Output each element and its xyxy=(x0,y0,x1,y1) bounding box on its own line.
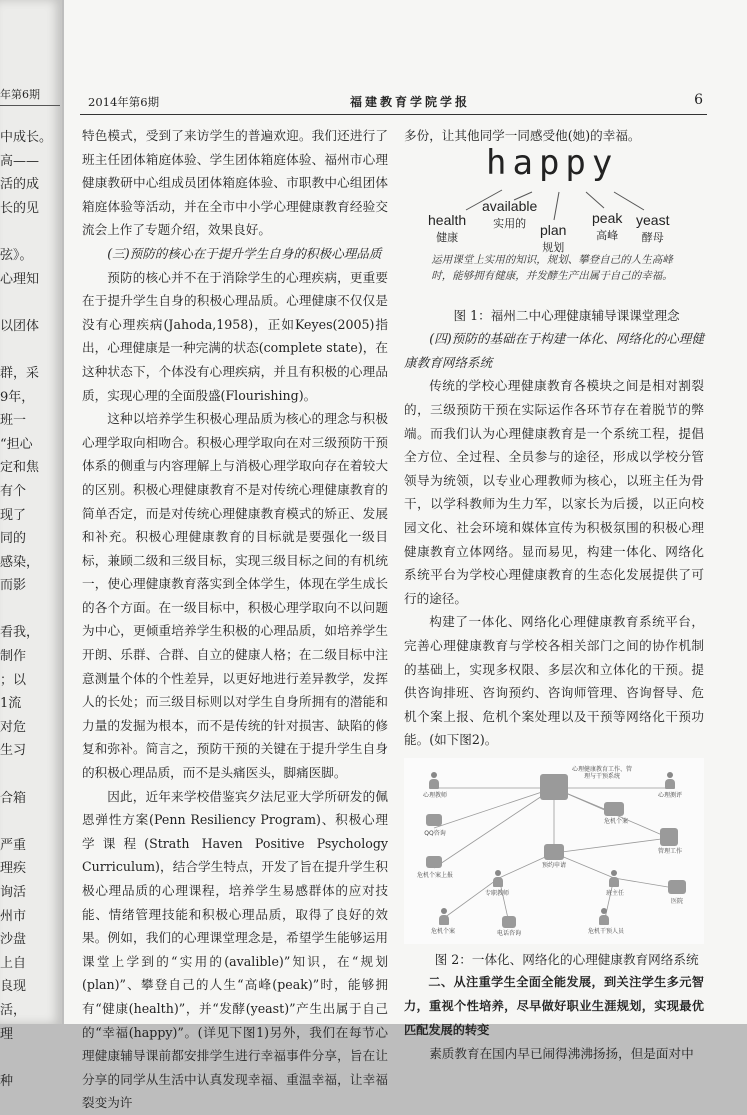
previous-page-line: 班一 xyxy=(0,413,27,429)
computer-icon xyxy=(544,844,564,860)
previous-page-line xyxy=(0,1046,62,1070)
previous-page-line: 活， xyxy=(0,1002,27,1018)
previous-page-line: 询活 xyxy=(0,885,27,900)
previous-page-line: 长的见 xyxy=(0,200,40,216)
previous-page-line: 理疾 xyxy=(0,861,27,877)
figure-2-network-diagram xyxy=(404,758,704,944)
previous-page-line xyxy=(0,763,62,787)
previous-page-line: “担心 xyxy=(0,436,33,452)
previous-page-line: 以团体 xyxy=(0,318,40,334)
previous-page-line: 良现 xyxy=(0,979,27,995)
figure-1-caption: 图 1：福州二中心理健康辅导课课堂理念 xyxy=(453,307,680,323)
node-label: QQ咨询 xyxy=(424,829,446,837)
previous-page-line: 1流 xyxy=(0,696,22,712)
node-label: 危机个案 xyxy=(603,817,628,825)
page-number: 6 xyxy=(694,92,703,108)
previous-page-text xyxy=(0,126,62,1093)
node-label: 预约申请 xyxy=(541,861,566,869)
previous-page-line: ；以 xyxy=(0,672,27,688)
previous-page-line: 高—— xyxy=(0,153,40,169)
node-label: 专职教师 xyxy=(484,889,509,897)
previous-page-line: 理 xyxy=(0,1026,14,1042)
person-icon xyxy=(438,908,450,926)
previous-page-line: 严重 xyxy=(0,837,27,853)
node-label: 班主任 xyxy=(605,889,624,897)
previous-page-line: 有个 xyxy=(0,483,27,499)
node-label: 危机干预人员 xyxy=(587,927,624,935)
running-header xyxy=(80,92,707,115)
left-column xyxy=(82,124,388,1115)
previous-page-line: 上自 xyxy=(0,955,27,971)
person-icon xyxy=(608,870,620,888)
person-icon xyxy=(598,908,610,926)
node-label: 医院 xyxy=(670,897,683,905)
previous-page-line: 现了 xyxy=(0,507,27,523)
person-icon xyxy=(428,772,440,790)
computer-icon xyxy=(426,856,442,868)
paragraph: 素质教育在国内早已闹得沸沸扬扬，但是面对中 xyxy=(429,1046,694,1062)
hospital-icon xyxy=(668,880,686,894)
journal-title: 福建教育学院学报 xyxy=(350,95,471,109)
server-icon xyxy=(540,774,568,800)
node-label: 电话咨询 xyxy=(496,929,521,937)
section-heading: (四)预防的基础在于构建一体化、网络化的心理健康教育网络系统 xyxy=(404,331,704,370)
previous-page-line: 感染， xyxy=(0,554,40,570)
node-label: 心理教师 xyxy=(422,791,447,799)
previous-page-line: 心理知 xyxy=(0,271,40,287)
journal-page xyxy=(64,0,747,1111)
previous-page-line xyxy=(0,338,62,362)
previous-page-line: 同的 xyxy=(0,531,27,547)
figure-1-happy-diagram xyxy=(404,142,704,304)
figure-1-note: 运用课堂上实用的知识，规划、攀登自己的人生高峰时，能够拥有健康，并发酵生产出属于自己的幸福。 xyxy=(431,253,673,282)
previous-page-line: 沙盘 xyxy=(0,932,27,948)
figure-2-caption: 图 2：一体化、网络化的心理健康教育网络系统 xyxy=(434,951,699,967)
previous-page-line: 看我， xyxy=(0,625,40,641)
computer-icon xyxy=(426,814,442,826)
person-icon xyxy=(664,772,676,790)
paragraph: 传统的学校心理健康教育各模块之间是相对割裂的，三级预防干预在实际运作各环节存在着脱节的弊端。而我们认为心理健康教育是一个系统工程，提倡全方位、全过程、全员参与的途径，形成以学校分管领导为统领，以专业心理教师为核心，以班主任为骨干，以学科教师为生力军，以家长为后援，以正向校园文化、社会环境和媒体宣传为积极氛围的积极心理健康教育立体网络。显而易见，构建一体化、网络化系统平台为学校心理健康教育的生态化发展提供了可行的途径。 xyxy=(404,378,704,606)
previous-page-line xyxy=(0,810,62,834)
previous-page-line: 对危 xyxy=(0,719,27,735)
section-heading: (三)预防的核心在于提升学生自身的积极心理品质 xyxy=(107,245,382,261)
previous-page-edge xyxy=(0,0,62,1089)
node-label: 心理测评 xyxy=(657,791,682,799)
label-yeast: yeast 酵母 xyxy=(636,211,670,244)
previous-page-line: 活的成 xyxy=(0,177,40,193)
case-box-icon xyxy=(604,802,624,816)
label-health: health 健康 xyxy=(428,211,467,244)
previous-page-line: 群，采 xyxy=(0,365,40,381)
previous-page-line: 中成长。 xyxy=(0,130,53,145)
previous-page-line xyxy=(0,598,62,622)
label-available: available 实用的 xyxy=(482,197,538,230)
paragraph: 多份，让其他同学一同感受他(她)的幸福。 xyxy=(404,128,641,143)
system-center-label: 心理健康教育工作、管理与干预系统 xyxy=(572,765,633,780)
issue-label: 2014年第6期 xyxy=(88,95,160,109)
label-plan: plan 规划 xyxy=(540,221,567,254)
label-peak: peak 高峰 xyxy=(592,209,623,242)
node-label: 管理工作 xyxy=(657,847,682,855)
person-icon xyxy=(492,870,504,888)
previous-page-line: 9年， xyxy=(0,389,35,405)
previous-page-header: 年第6期 xyxy=(0,86,60,106)
previous-page-line: 弦》。 xyxy=(0,247,33,263)
section-heading: 二、从注重学生全面全能发展，到关注学生多元智力，重视个性培养，尽早做好职业生涯规划，实现最优匹配发展的转变 xyxy=(404,975,704,1037)
building-icon xyxy=(660,828,678,846)
previous-page-line: 制作 xyxy=(0,649,27,665)
paragraph: 构建了一体化、网络化心理健康教育系统平台，完善心理健康教育与学校各相关部门之间的协作机制的基础上，实现多权限、多层次和立体化的干预。提供咨询排班、咨询预约、咨询师管理、咨询督导、危机个案上报、危机个案处理以及干预等网络化干预功能。(如下图2)。 xyxy=(404,614,704,748)
paragraph: 这种以培养学生积极心理品质为核心的理念与积极心理学取向相吻合。积极心理学取向在对三级预防干预体系的侧重与内容理解上与消极心理学取向存在着较大的区别。积极心理健康教育不是对传统心理健康教育的简单否定，而是对传统心理健康教育模式的矫正、发展和补充。积极心理健康教育的目标就是要强化一级目标，兼顾二级和三级目标，实现三级目标之间的有机统一，使心理健康教育落实到全体学生，体现在学生成长的各个方面。在一级目标中，积极心理学取向不以问题为中心，更倾重培养学生积极的心理品质，如培养学生开朗、乐群、合群、自立的健康人格；在二级目标中注意测量个体的个性差异，以更好地进行差异教学，发挥人的长处；而三级目标则以对学生自身所拥有的潜能和力量的发掘为根本，而不是传统的针对损害、缺陷的修复和弥补。简言之，预防干预的关键在于提升学生自身的积极心理品质，而不是头痛医头，脚痛医脚。 xyxy=(82,411,388,781)
previous-page-line: 种 xyxy=(0,1073,14,1089)
paragraph: 因此，近年来学校借鉴宾夕法尼亚大学所研发的佩恩弹性方案(Penn Resiliency Program)、积极心理学课程(Strath Haven Positive Psychology Curriculum)，结合学生特点，开发了旨在提升学生积极心理品质的心理课程，培养学生易感群体的应对技能、情绪管理技能和积极心理品质，取得了良好的效果。例如，我们的心理课堂理念是，希望学生能够运用课堂上学到的“实用的(avalible)”知识，在“规划(plan)”、攀登自己的人生“高峰(peak)”时，能够拥有“健康(health)”，并“发酵(yeast)”产生出属于自己的“幸福(happy)”。(详见下图1)另外，我们在每节心理健康辅导课前都安排学生进行幸福事件分享，旨在让分享的同学从生活中认真发现幸福、重温幸福，让幸福裂变为许 xyxy=(82,788,388,1111)
paragraph: 预防的核心并不在于消除学生的心理疾病，更重要在于提升学生自身的积极心理品质。心理健康不仅仅是没有心理疾病(Jahoda,1958)，正如Keyes(2005)指出，心理健康是一种完满的状态(complete state)，在这种状态下，个体没有心理疾病，并且有积极的心理品质，实现心理的全面殷盛(Flourishing)。 xyxy=(82,269,388,403)
previous-page-line: 州市 xyxy=(0,908,27,924)
previous-page-line: 生习 xyxy=(0,743,27,759)
happy-word: happy xyxy=(486,142,619,183)
previous-page-line: 合箱 xyxy=(0,790,27,806)
paragraph: 特色模式，受到了来访学生的普遍欢迎。我们还进行了班主任团体箱庭体验、学生团体箱庭体验、福州市心理健康教研中心组成员团体箱庭体验、市职教中心组团体箱庭体验等活动，并在全市中小学心理健康教育经验交流会上作了专题介绍，效果良好。 xyxy=(82,128,388,238)
node-label: 危机个案上报 xyxy=(416,871,453,879)
previous-page-line: 定和焦 xyxy=(0,460,40,476)
phone-icon xyxy=(502,916,516,928)
previous-page-line: 而影 xyxy=(0,578,27,594)
previous-page-line xyxy=(0,220,62,244)
previous-page-line xyxy=(0,291,62,315)
node-label: 危机个案 xyxy=(430,927,455,935)
right-column xyxy=(404,124,704,1066)
